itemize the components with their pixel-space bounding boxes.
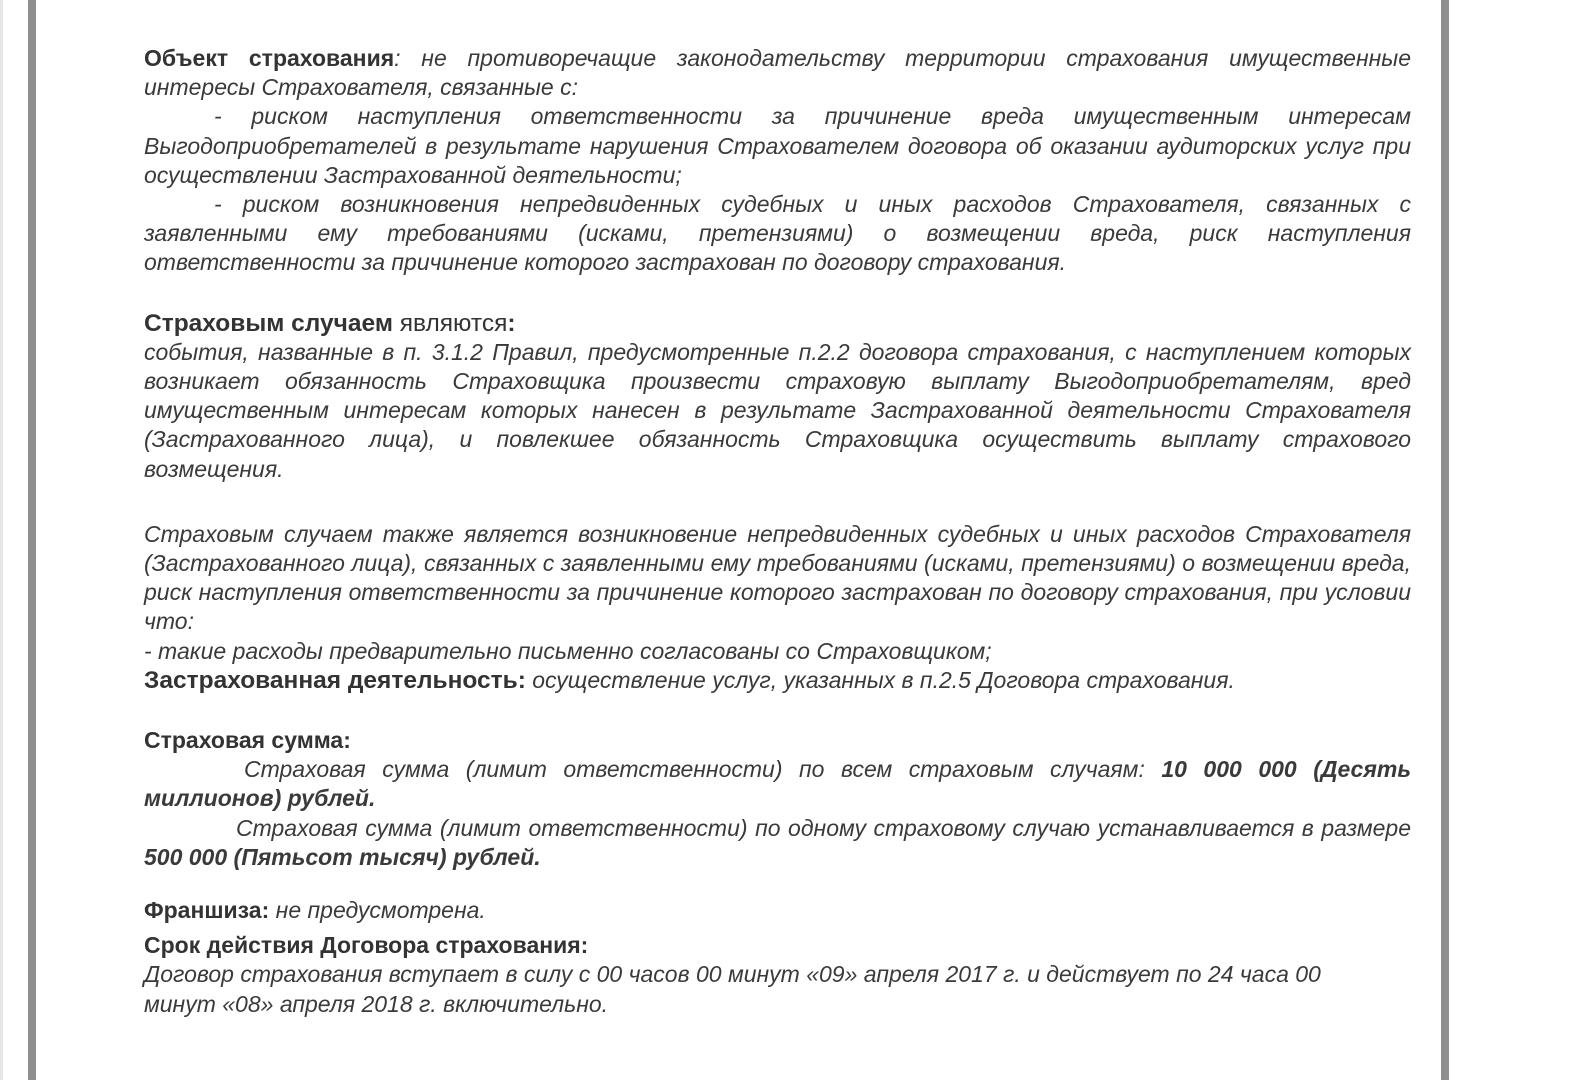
sum-line-2 <box>144 814 1411 872</box>
sum-line-1-text: Страховая сумма (лимит ответственности) по всем страховым случаям: <box>244 756 1162 783</box>
object-heading: Объект страхования <box>144 45 395 71</box>
scan-edge <box>0 0 3 1080</box>
object-paragraph <box>144 44 1411 102</box>
sum-line-2-amount: 500 000 (Пятьсот тысяч) рублей. <box>144 843 541 870</box>
document-body <box>144 44 1411 1019</box>
insured-event-also: Страховым случаем также является возникновение непредвиденных судебных и иных расходов Страхователя (Застрахованного лица), связанных с заявленными ему требованиями (исками, претензиями) о возмещении вреда, риск наступления ответственности за причинение которого застрахован по договору страхования, при условии что: <box>144 520 1411 635</box>
sum-line-1 <box>144 755 1411 813</box>
franchise-text: не предусмотрена. <box>269 897 486 924</box>
page-frame-right <box>1441 0 1449 1080</box>
sum-line-2-text: Страховая сумма (лимит ответственности) по одному страховому случаю устанавливается в размере <box>236 814 1411 841</box>
activity-heading: Застрахованная деятельность: <box>144 666 526 694</box>
activity-text: осуществление услуг, указанных в п.2.5 Договора страхования. <box>525 666 1235 693</box>
insured-event-heading-colon: : <box>507 309 516 337</box>
sum-heading: Страховая сумма: <box>144 727 351 754</box>
object-item-1: - риском наступления ответственности за причинение вреда имущественным интересам Выгодоприобретателей в результате нарушения Страхователем договора об оказании аудиторских услуг при осуществлении Застрахованной деятельности; <box>144 103 1411 188</box>
insured-event-heading-tail: являются <box>392 309 508 337</box>
insured-event-heading-line <box>144 309 1411 338</box>
insured-event-condition: - такие расходы предварительно письменно согласованы со Страховщиком; <box>144 637 992 664</box>
object-intro: : не противоречащие законодательству территории страхования имущественные интересы Страхователя, связанные с: <box>144 45 1411 101</box>
sum-line-1-amount: 10 000 000 (Десять миллионов) рублей. <box>144 756 1411 812</box>
insured-event-heading: Страховым случаем <box>144 309 393 337</box>
franchise-paragraph <box>144 896 1411 925</box>
insured-event-text: события, названные в п. 3.1.2 Правил, предусмотренные п.2.2 договора страхования, с наступлением которых возникает обязанность Страховщика произвести страховую выплату Выгодоприобретателям, вред имущественным интересам которых нанесен в результате Застрахованной деятельности Страхователя (Застрахованного лица), и повлекшее обязанность Страховщика осуществить выплату страхового возмещения. <box>144 338 1411 482</box>
object-item-2: - риском возникновения непредвиденных судебных и иных расходов Страхователя, связанных с заявленными ему требованиями (исками, претензиями) о возмещении вреда, риск наступления ответственности за причинение которого застрахован по договору страхования. <box>144 191 1411 276</box>
page-frame-left <box>28 0 36 1080</box>
activity-paragraph <box>144 666 1411 695</box>
term-text: Договор страхования вступает в силу с 00 часов 00 минут «09» апреля 2017 г. и действует по 24 часа 00 минут «08» апреля 2018 г. включительно. <box>144 961 1321 1017</box>
franchise-heading: Франшиза: <box>144 897 270 924</box>
term-heading: Срок действия Договора страхования: <box>144 932 589 959</box>
